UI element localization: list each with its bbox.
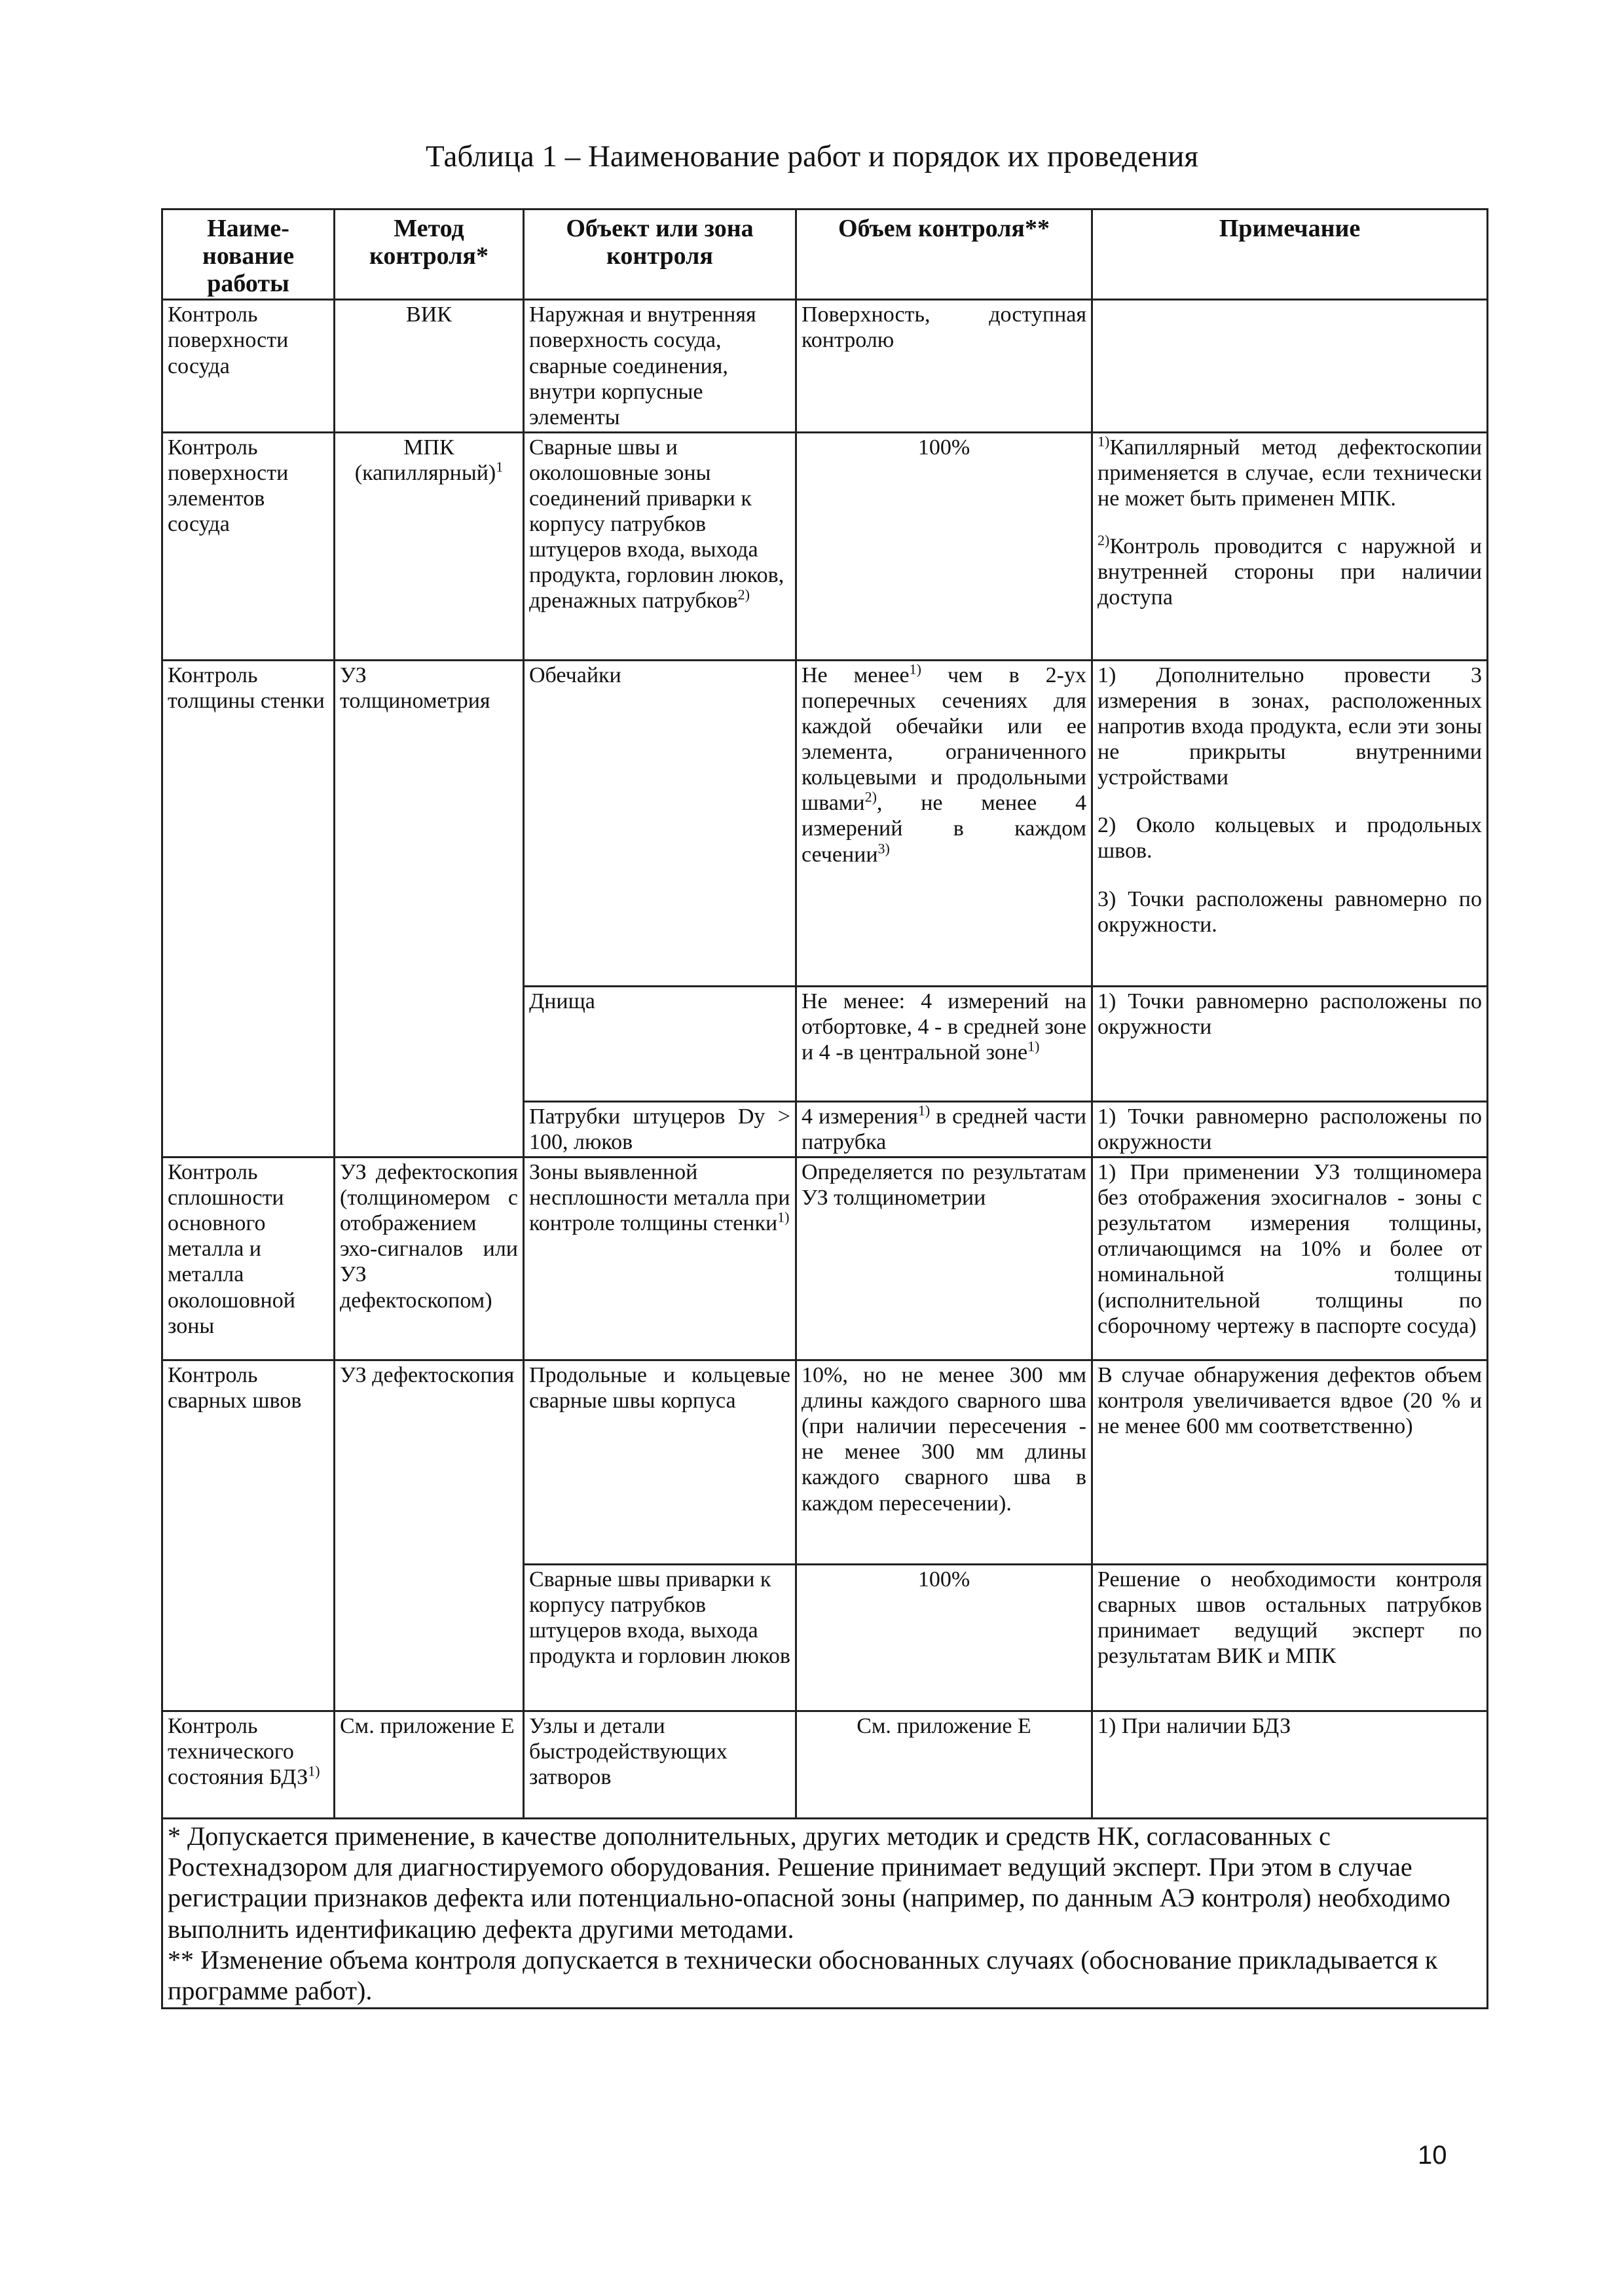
cell-volume: Поверхность, доступная контролю [796,300,1092,432]
cell-volume: 100% [796,432,1092,660]
table-row [162,1157,1488,1360]
note-paragraph: 3) Точки расположены равномерно по окружности. [1098,886,1482,937]
cell-object: Днища [524,986,796,1101]
cell-work: Контроль сплошности основного металла и металла околошовной зоны [162,1157,335,1360]
cell-method: ВИК [335,300,524,432]
note-paragraph [1098,435,1482,511]
footnote-marker: 1) [1098,433,1110,450]
cell-work: Контроль поверхности элементов сосуда [162,432,335,660]
cell-work [162,1711,335,1819]
cell-note: 1) При наличии БДЗ [1092,1711,1488,1819]
table-row [162,300,1488,432]
header-note: Примечание [1092,210,1488,300]
note-text: Капиллярный метод дефектоскопии применяется в случае, если технически не может быть применен МПК. [1098,435,1482,511]
footnote-marker: 2) [737,587,750,604]
cell-note: В случае обнаружения дефектов объем контроля увеличивается вдвое (20 % и не менее 600 мм соответственно) [1092,1360,1488,1565]
footnote-marker: 2) [864,789,877,805]
cell-volume: Определяется по результатам УЗ толщинометрии [796,1157,1092,1360]
object-text: Сварные швы и околошовные зоны соединений приварки к корпусу патрубков штуцеров входа, выхода продукта, горловин люков, дренажных патрубков [529,435,784,613]
footnote-marker: 1 [496,458,504,475]
cell-object: Сварные швы приварки к корпусу патрубков штуцеров входа, выхода продукта и горловин люков [524,1565,796,1711]
cell-object: Патрубки штуцеров Dy > 100, люков [524,1101,796,1157]
table-row [162,1360,1488,1565]
cell-method: УЗ дефектоскопия (толщиномером с отображением эхо-сигналов или УЗ дефектоскопом) [335,1157,524,1360]
work-text: Контроль технического состояния БДЗ [168,1714,308,1790]
volume-text: 4 измерения [802,1104,918,1129]
table-row [162,660,1488,986]
cell-work: Контроль поверхности сосуда [162,300,335,432]
cell-volume [796,1101,1092,1157]
cell-volume: См. приложение Е [796,1711,1092,1819]
note-paragraph: 2) Около кольцевых и продольных швов. [1098,813,1482,864]
table-row [162,432,1488,660]
cell-note [1092,300,1488,432]
cell-note: 1) Точки равномерно расположены по окружности [1092,986,1488,1101]
footnote-marker: 1) [777,1209,790,1226]
cell-note: Решение о необходимости контроля сварных швов остальных патрубков принимает ведущий эксперт по результатам ВИК и МПК [1092,1565,1488,1711]
note-paragraph: 1) Дополнительно провести 3 измерения в зонах, расположенных напротив входа продукта, если эти зоны не прикрыты внутренними устройствами [1098,663,1482,790]
table-footnotes-row [162,1819,1488,2009]
cell-method: УЗ толщинометрия [335,660,524,1157]
cell-note: 1) При применении УЗ толщиномера без отображения эхосигналов - зоны с результатом измерения толщины, отличающимся на 10% и более от номинальной толщины (исполнительной толщины по сборочному чертежу в паспорте сосуда) [1092,1157,1488,1360]
volume-text: в средней части патрубка [802,1104,1086,1154]
header-work: Наиме-нование работы [162,210,335,300]
header-object: Объект или зона контроля [524,210,796,300]
volume-text: чем в 2-ух поперечных сечениях для каждой обечайки или ее элемента, ограниченного кольцевыми и продольными швами [802,663,1086,816]
header-volume: Объем контроля** [796,210,1092,300]
note-text: Контроль проводится с наружной и внутренней стороны при наличии доступа [1098,534,1482,610]
note-paragraph [1098,534,1482,610]
header-method: Метод контроля* [335,210,524,300]
footnote-marker: 1) [308,1762,320,1779]
cell-object [524,432,796,660]
footnote-double-asterisk: ** Изменение объема контроля допускается в технически обоснованных случаях (обоснование прикладывается к программе работ). [168,1944,1438,2005]
cell-object: Узлы и детали быстродействующих затворов [524,1711,796,1819]
cell-work: Контроль толщины стенки [162,660,335,1157]
page-title: Таблица 1 – Наименование работ и порядок их проведения [425,139,1199,173]
cell-volume [796,986,1092,1101]
volume-text: Не менее [802,663,910,687]
object-text: Зоны выявленной несплошности металла при контроле толщины стенки [529,1160,790,1236]
cell-object: Обечайки [524,660,796,986]
footnote-marker: 2) [1098,532,1110,549]
cell-method [335,432,524,660]
method-text: МПК (капиллярный) [354,435,496,485]
cell-note [1092,432,1488,660]
cell-work: Контроль сварных швов [162,1360,335,1711]
table-row [162,1711,1488,1819]
footnote-marker: 1) [909,661,921,678]
cell-volume: 100% [796,1565,1092,1711]
cell-object [524,1157,796,1360]
footnote-marker: 1) [1027,1038,1040,1055]
footnote-marker: 1) [917,1102,931,1119]
footnote-marker: 3) [877,840,890,857]
works-table [161,208,1488,2009]
volume-text: , не менее 4 измерений в каждом сечении [802,791,1086,867]
page-number: 10 [1418,2141,1447,2170]
cell-note [1092,660,1488,986]
cell-footnotes [162,1819,1488,2009]
volume-text: Не менее: 4 измерений на отбортовке, 4 - в средней зоне и 4 -в центральной зоне [802,989,1086,1065]
cell-method: См. приложение Е [335,1711,524,1819]
cell-object: Наружная и внутренняя поверхность сосуда, сварные соединения, внутри корпусные элементы [524,300,796,432]
footnote-asterisk: * Допускается применение, в качестве дополнительных, других методик и средств НК, согласованных с Ростехнадзором для диагностируемого оборудования. Решение принимает ведущий эксперт. При этом в случае регистрации признаков дефекта или потенциально-опасной зоны (например, по данным АЭ контроля) необходимо выполнить идентификацию дефекта другими методами. [168,1821,1450,1944]
cell-volume [796,660,1092,986]
cell-object: Продольные и кольцевые сварные швы корпуса [524,1360,796,1565]
cell-method: УЗ дефектоскопия [335,1360,524,1711]
cell-volume: 10%, но не менее 300 мм длины каждого сварного шва (при наличии пересечения - не менее 300 мм длины каждого сварного шва в каждом пересечении). [796,1360,1092,1565]
cell-note: 1) Точки равномерно расположены по окружности [1092,1101,1488,1157]
table-header-row [162,210,1488,300]
